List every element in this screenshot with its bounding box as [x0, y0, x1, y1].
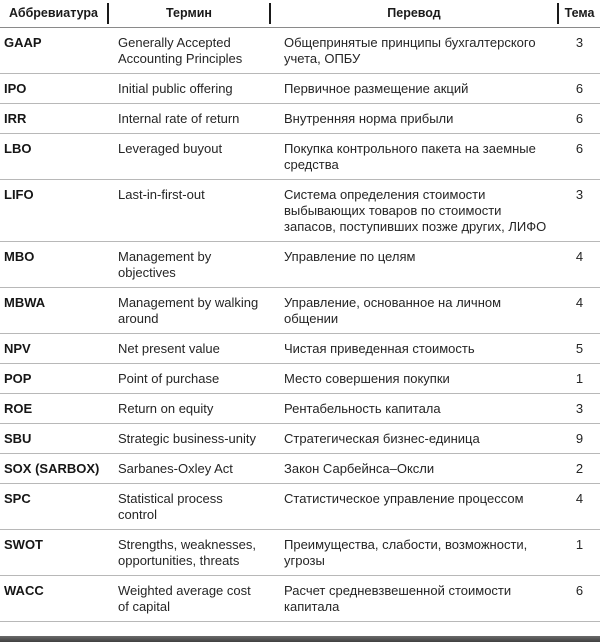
cell-translation: Статистическое управление процессом [284, 491, 524, 506]
column-header-topic: Тема [564, 5, 595, 20]
cell-abbreviation: MBO [4, 249, 35, 264]
cell-translation: Расчет средневзвешенной стоимости капитала [284, 583, 512, 614]
table-row [0, 180, 600, 242]
cell-translation: Чистая приведенная стоимость [284, 341, 475, 356]
cell-topic: 4 [575, 295, 584, 310]
cell-translation: Покупка контрольного пакета на заемные средства [284, 141, 536, 172]
table-row [0, 394, 600, 424]
cell-topic: 2 [575, 461, 584, 476]
cell-abbreviation: GAAP [4, 35, 42, 50]
cell-translation: Место совершения покупки [284, 371, 450, 386]
cell-term: Point of purchase [118, 371, 220, 386]
cell-topic: 3 [575, 187, 584, 202]
cell-abbreviation: SBU [4, 431, 32, 446]
cell-translation: Система определения стоимости выбывающих товаров по стоимости запасов, поступивших позже других, ЛИФО [284, 187, 547, 234]
cell-abbreviation: SOX (SARBOX) [4, 461, 100, 476]
table-row [0, 576, 600, 622]
table-row [0, 530, 600, 576]
cell-term: Strategic business-unity [118, 431, 257, 446]
cell-topic: 3 [575, 401, 584, 416]
cell-abbreviation: MBWA [4, 295, 46, 310]
cell-translation: Закон Сарбейнса–Оксли [284, 461, 435, 476]
cell-term: Last-in-first-out [118, 187, 205, 202]
cell-topic: 5 [575, 341, 584, 356]
table-row [0, 74, 600, 104]
cell-translation: Внутренняя норма прибыли [284, 111, 454, 126]
cell-term: Initial public offering [118, 81, 233, 96]
cell-topic: 4 [575, 491, 584, 506]
cell-abbreviation: POP [4, 371, 32, 386]
column-header-translation: Перевод [387, 5, 441, 20]
cell-term: Sarbanes-Oxley Act [118, 461, 233, 476]
cell-topic: 6 [575, 141, 584, 156]
table-header [0, 0, 600, 28]
table-row [0, 242, 600, 288]
cell-translation: Рентабельность капитала [284, 401, 441, 416]
cell-abbreviation: WACC [4, 583, 44, 598]
cell-translation: Первичное размещение акций [284, 81, 469, 96]
table-row [0, 454, 600, 484]
cell-translation: Стратегическая бизнес-единица [284, 431, 480, 446]
cell-translation: Управление, основанное на личном общении [284, 295, 502, 326]
cell-abbreviation: SPC [4, 491, 31, 506]
cell-abbreviation: ROE [4, 401, 33, 416]
table-row [0, 134, 600, 180]
cell-term: Leveraged buyout [118, 141, 223, 156]
cell-topic: 1 [575, 537, 584, 552]
cell-translation: Общепринятые принципы бухгалтерского учета, ОПБУ [284, 35, 536, 66]
cell-term: Weighted average cost of capital [118, 583, 251, 614]
cell-topic: 9 [575, 431, 584, 446]
cell-term: Net present value [118, 341, 220, 356]
cell-topic: 6 [575, 111, 584, 126]
cell-term: Strengths, weaknesses, opportunities, threats [118, 537, 257, 568]
cell-term: Statistical process control [118, 491, 223, 522]
cell-abbreviation: LIFO [4, 187, 34, 202]
cell-abbreviation: NPV [4, 341, 31, 356]
column-header-abbreviation: Аббревиатура [8, 5, 99, 20]
cell-term: Generally Accepted Accounting Principles [118, 35, 243, 66]
cell-topic: 6 [575, 81, 584, 96]
table-row [0, 104, 600, 134]
table-body [0, 28, 600, 622]
cell-abbreviation: LBO [4, 141, 32, 156]
cell-abbreviation: SWOT [4, 537, 43, 552]
column-header-term: Термин [166, 5, 212, 20]
table-row [0, 364, 600, 394]
cell-term: Management by objectives [118, 249, 212, 280]
table-row [0, 424, 600, 454]
cell-abbreviation: IPO [4, 81, 27, 96]
table-row [0, 288, 600, 334]
table-row [0, 484, 600, 530]
cell-topic: 3 [575, 35, 584, 50]
table-row [0, 334, 600, 364]
cell-term: Management by walking around [118, 295, 259, 326]
cell-topic: 1 [575, 371, 584, 386]
page-bottom-edge [0, 636, 600, 642]
cell-term: Return on equity [118, 401, 214, 416]
cell-translation: Преимущества, слабости, возможности, угрозы [284, 537, 528, 568]
cell-topic: 6 [575, 583, 584, 598]
cell-term: Internal rate of return [118, 111, 240, 126]
cell-translation: Управление по целям [284, 249, 416, 264]
table-row [0, 28, 600, 74]
cell-abbreviation: IRR [4, 111, 27, 126]
cell-topic: 4 [575, 249, 584, 264]
